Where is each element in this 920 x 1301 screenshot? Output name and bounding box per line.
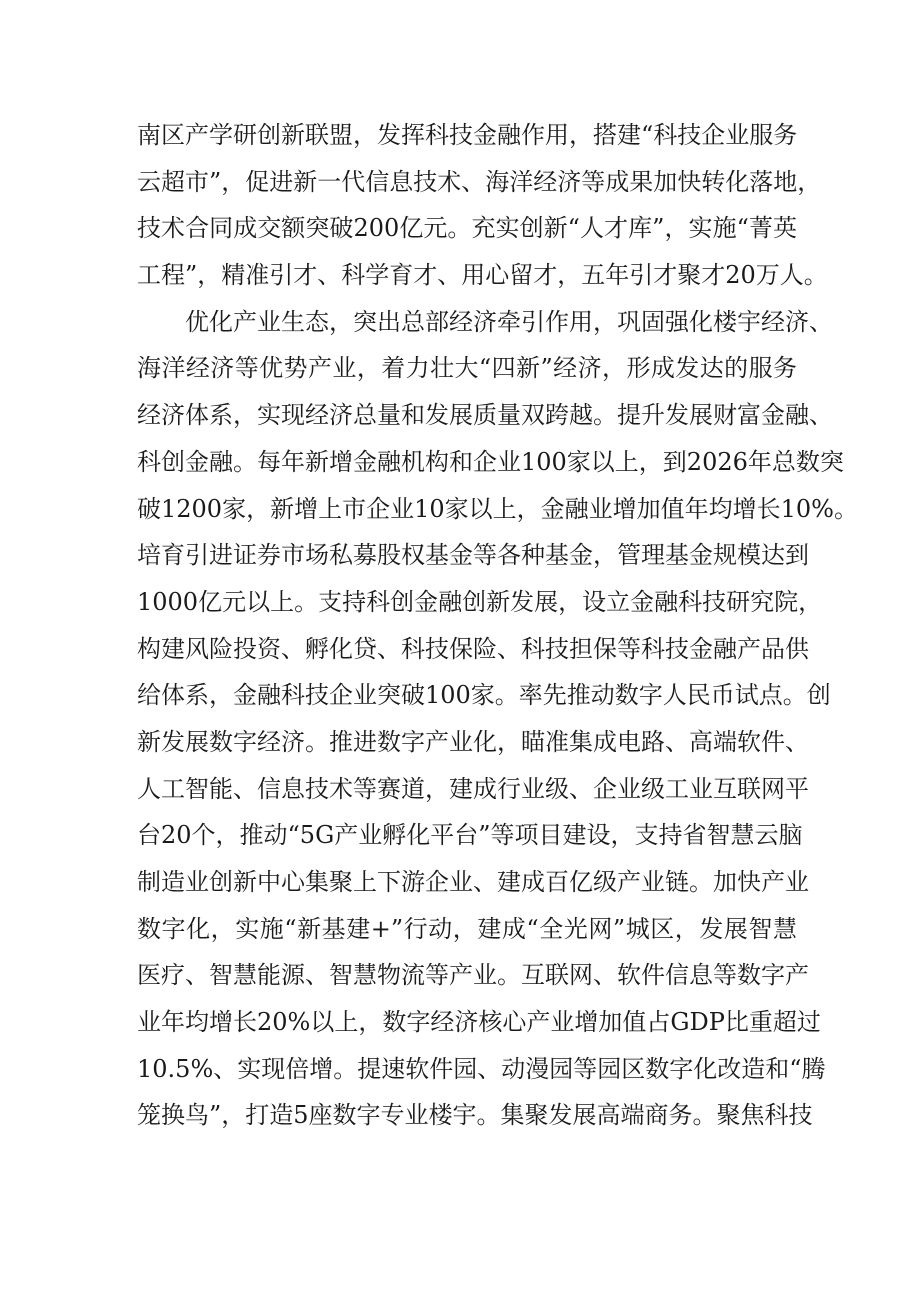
- paragraph-line: 数字化，实施“新基建+”行动，建成“全光网”城区，发展智慧: [137, 914, 797, 943]
- paragraph-line: 人工智能、信息技术等赛道，建成行业级、企业级工业互联网平: [137, 774, 809, 803]
- paragraph-line: 经济体系，实现经济总量和发展质量双跨越。提升发展财富金融、: [137, 401, 833, 430]
- paragraph-line: 构建风险投资、孵化贷、科技保险、科技担保等科技金融产品供: [137, 634, 809, 663]
- paragraph-line: 笼换鸟”，打造5座数字专业楼宇。集聚发展高端商务。聚焦科技: [137, 1101, 813, 1130]
- paragraph-line: 海洋经济等优势产业，着力壮大“四新”经济，形成发达的服务: [137, 354, 797, 383]
- paragraph-line: 业年均增长20%以上，数字经济核心产业增加值占GDP比重超过: [137, 1008, 821, 1037]
- document-body: [137, 112, 858, 1139]
- paragraph-1: [137, 112, 828, 299]
- paragraph-line: 10.5%、实现倍增。提速软件园、动漫园等园区数字化改造和“腾: [137, 1054, 826, 1083]
- paragraph-line: 技术合同成交额突破200亿元。充实创新“人才库”，实施“菁英: [137, 214, 797, 243]
- paragraph-line: 科创金融。每年新增金融机构和企业100家以上，到2026年总数突: [137, 447, 844, 476]
- paragraph-line: 新发展数字经济。推进数字产业化，瞄准集成电路、高端软件、: [137, 727, 809, 756]
- paragraph-line: 优化产业生态，突出总部经济牵引作用，巩固强化楼宇经济、: [185, 307, 833, 336]
- paragraph-line: 南区产学研创新联盟，发挥科技金融作用，搭建“科技企业服务: [137, 121, 798, 149]
- paragraph-line: 1000亿元以上。支持科创金融创新发展，设立金融科技研究院，: [137, 587, 823, 616]
- paragraph-line: 破1200家，新增上市企业10家以上，金融业增加值年均增长10%。: [137, 494, 858, 523]
- paragraph-line: 台20个，推动“5G产业孵化平台”等项目建设，支持省智慧云脑: [137, 821, 803, 850]
- paragraph-line: 云超市”，促进新一代信息技术、海洋经济等成果加快转化落地，: [137, 167, 822, 196]
- paragraph-line: 制造业创新中心集聚上下游企业、建成百亿级产业链。加快产业: [137, 868, 809, 896]
- paragraph-line: 医疗、智慧能源、智慧物流等产业。互联网、软件信息等数字产: [137, 961, 809, 990]
- paragraph-line: 给体系，金融科技企业突破100家。率先推动数字人民币试点。创: [137, 681, 831, 710]
- paragraph-2: [137, 299, 858, 1139]
- paragraph-line: 培育引进证券市场私募股权基金等各种基金，管理基金规模达到: [137, 541, 809, 570]
- paragraph-line: 工程”，精准引才、科学育才、用心留才，五年引才聚才20万人。: [137, 261, 828, 290]
